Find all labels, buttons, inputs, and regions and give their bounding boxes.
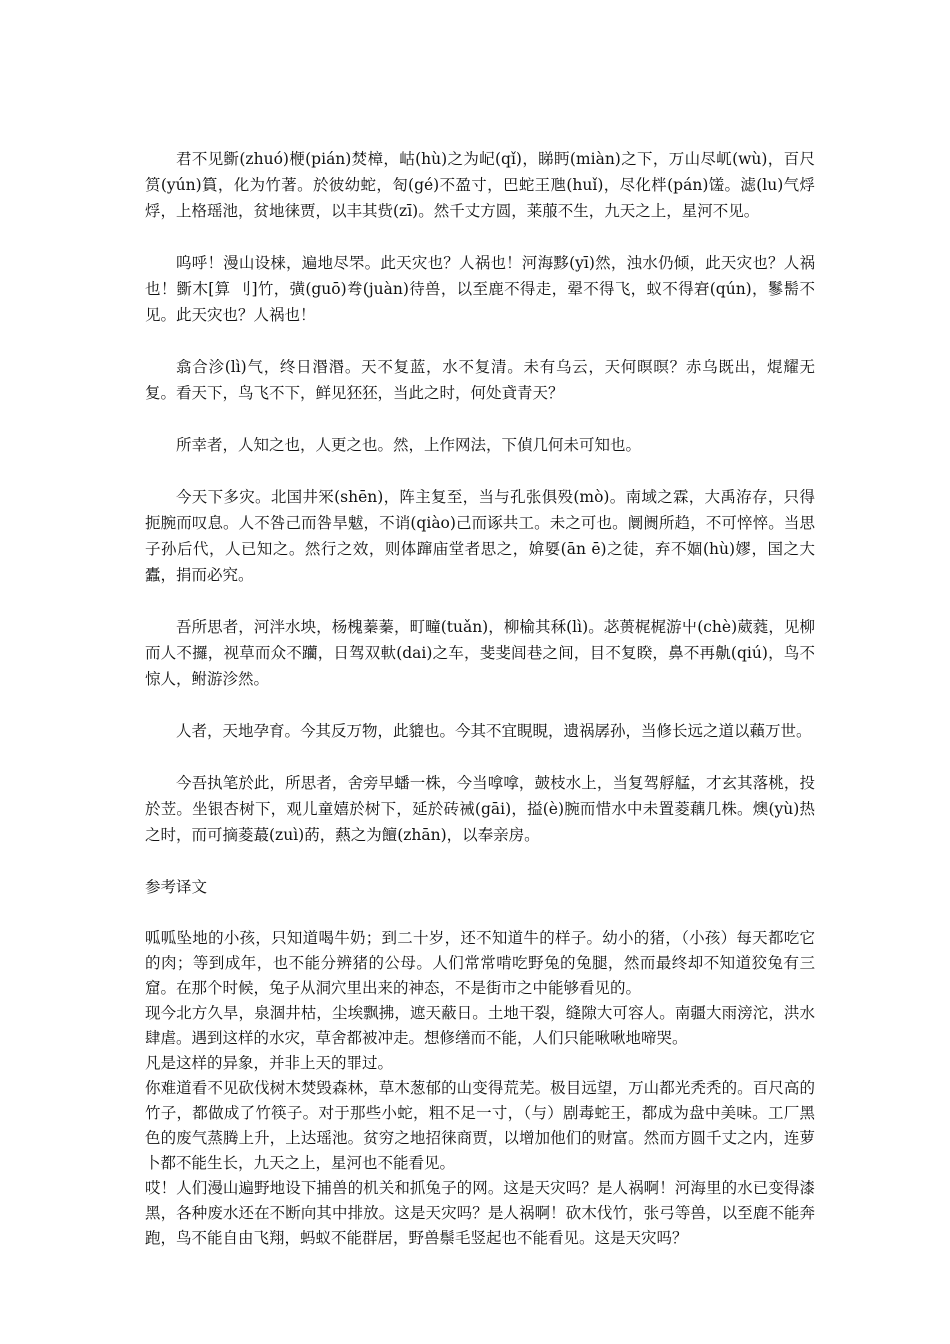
original-paragraph-4: 所幸者，人知之也，人更之也。然，上作网法，下偵几何未可知也。	[176, 436, 642, 454]
original-paragraph-1: 君不见斵(zhuó)楩(pián)焚樟，岵(hù)之为屺(qǐ)，睇眄(miàn)之下，万山尽屼(wù)，百尺筼(yún)篔，化为竹著。於彼幼蛇，匌(gé)不盈寸，巴蛇王虺(huǐ)，尽化柈(pán)馐。滤(lu)气烰烰，上格瑶池，贫地徕贾，以丰其赀(zī)。然千丈方圆，莱菔不生，九天之上，星河不见。	[145, 150, 815, 220]
document-page	[145, 146, 815, 1251]
translation-heading: 参考译文	[145, 878, 208, 896]
translation-paragraph-1: 呱呱坠地的小孩，只知道喝牛奶；到二十岁，还不知道牛的样子。幼小的猪，（小孩）每天都吃它的肉；等到成年，也不能分辨猪的公母。人们常常啃吃野兔的兔腿，然而最终却不知道狡兔有三窟。在那个时候，兔子从洞穴里出来的神态，不是街市之中能够看见的。	[145, 929, 815, 997]
translation-paragraph-4: 你难道看不见砍伐树木焚毁森林，草木葱郁的山变得荒芜。极目远望，万山都光秃秃的。百尺高的竹子，都做成了竹筷子。对于那些小蛇，粗不足一寸，（与）剧毒蛇王，都成为盘中美味。工厂黑色的废气蒸腾上升，上达瑶池。贫穷之地招徕商贾，以增加他们的财富。然而方圆千丈之内，连萝卜都不能生长，九天之上，星河也不能看见。	[145, 1079, 815, 1172]
original-paragraph-5: 今天下多灾。北国井冞(shēn)，阵主复至，当与孔张俱殁(mò)。南域之霖，大禹洊存，只得扼腕而叹息。人不咎己而咎旱魃，不诮(qiào)己而诼共工。未之可也。阛阓所趋，不可悴悴。当思子孙后代，人已知之。然行之效，则体蹿庙堂者思之，媕娿(ān ē)之徒，弃不婟(hù)嫪，国之大蠹，捐而必究。	[145, 488, 815, 584]
original-paragraph-6: 吾所思者，河泮水坱，杨槐蓁蓁，町疃(tuǎn)，柳榆其秝(lì)。苾蒉梶梶游屮(chè)葳蕤，见柳而人不攞，视草而众不躪，日驾双軑(dai)之车，斐斐闾巷之间，目不复睽，鼻不再鼽(qiú)，鸟不惊人，鲋游沴然。	[145, 618, 815, 688]
translation-paragraph-3: 凡是这样的异象，并非上天的罪过。	[145, 1054, 394, 1072]
translation-paragraph-5: 哎！人们漫山遍野地设下捕兽的机关和抓兔子的网。这是天灾吗？是人祸啊！河海里的水已变得漆黑，各种废水还在不断向其中排放。这是天灾吗？是人祸啊！砍木伐竹，张弓等兽，以至鹿不能奔跑，鸟不能自由飞翔，蚂蚁不能群居，野兽鬃毛竖起也不能看见。这是天灾吗？	[145, 1179, 815, 1247]
original-paragraph-2: 呜呼！漫山设梾，遍地尽罘。此天灾也？人祸也！河海黟(yī)然，浊水仍倾，此天灾也？人祸也！斵木[算 刂]竹，彉(guō)弮(juàn)待兽，以至鹿不得走，翚不得飞，蚁不得宭(qún)，鬖髵不见。此天灾也？人祸也！	[145, 254, 815, 324]
original-paragraph-8: 今吾执笔於此，所思者，舍旁早蟠一株，今当嗱嗱，皷枝水上，当复驾艀艋，才玄其落桃，投於苙。坐银杏树下，观儿童嬉於树下，延於砖祴(gāi)，搤(è)腕而惜水中未置菱藕几株。燠(yù)热之时，而可摘菱蕞(zuì)菂，爇之为饘(zhān)，以奉亲房。	[145, 774, 815, 844]
translation-paragraph-2: 现今北方久旱，泉涸井枯，尘埃飘拂，遮天蔽日。土地干裂，缝隙大可容人。南疆大雨滂沱，洪水肆虐。遇到这样的水灾，草舍都被冲走。想修缮而不能，人们只能啾啾地啼哭。	[145, 1004, 815, 1047]
original-paragraph-3: 翕合沴(lì)气，终日湣湣。天不复蓝，水不复清。未有乌云，天何暝暝？赤乌既出，焜耀无复。看天下，鸟飞不下，鲜见狉狉，当此之时，何处貣青天？	[145, 358, 815, 402]
original-paragraph-7: 人者，天地孕育。今其反万物，此貔也。今其不宜睍睍，遗祸孱孙，当修长远之道以藾万世。	[176, 722, 812, 740]
